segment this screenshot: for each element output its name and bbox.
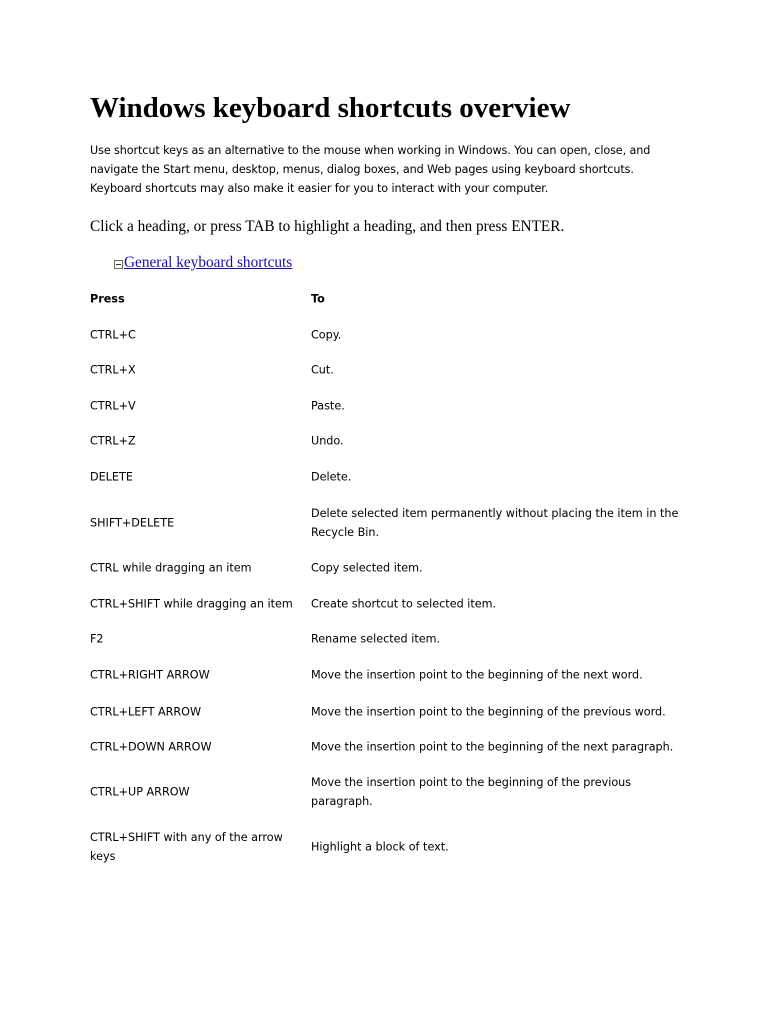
shortcut-key: CTRL+V [90,399,136,412]
shortcut-key: CTRL+C [90,328,136,341]
table-row [90,360,690,379]
shortcut-action: Delete selected item permanently without placing the item in the Recycle Bin. [311,507,679,539]
section-heading-link[interactable]: General keyboard shortcuts [124,254,293,271]
shortcut-key: CTRL+SHIFT with any of the arrow keys [90,831,283,863]
table-row [90,702,690,721]
shortcut-key: CTRL+SHIFT while dragging an item [90,597,293,610]
shortcut-action: Move the insertion point to the beginning of the next word. [311,668,643,681]
shortcut-action: Paste. [311,399,345,412]
shortcut-action: Copy. [311,328,342,341]
table-row [90,665,690,684]
table-row [90,467,690,486]
instruction-paragraph: Click a heading, or press TAB to highlight a heading, and then press ENTER. [90,218,565,235]
shortcut-key: CTRL+DOWN ARROW [90,740,212,753]
shortcut-action: Copy selected item. [311,561,423,574]
shortcut-key: CTRL+X [90,363,136,376]
shortcut-action: Rename selected item. [311,632,441,645]
page-title: Windows keyboard shortcuts overview [90,92,571,124]
shortcut-key: SHIFT+DELETE [90,516,175,530]
table-row [90,325,690,344]
shortcut-action: Move the insertion point to the beginning of the previous paragraph. [311,776,632,808]
shortcut-action: Highlight a block of text. [311,840,449,854]
table-row [90,594,690,613]
shortcut-key: F2 [90,632,104,645]
shortcut-key: CTRL+Z [90,434,136,447]
section-toggle-general[interactable] [114,253,292,273]
shortcut-action: Cut. [311,363,334,376]
shortcut-action: Move the insertion point to the beginning of the previous word. [311,705,666,718]
table-row [90,431,690,450]
collapse-minus-icon[interactable] [114,260,123,269]
table-row [90,504,690,542]
shortcut-action: Create shortcut to selected item. [311,597,497,610]
table-row [90,396,690,415]
column-header-press: Press [90,292,125,305]
shortcut-key: CTRL while dragging an item [90,561,252,574]
table-row [90,773,690,811]
shortcut-key: CTRL+RIGHT ARROW [90,668,210,681]
table-row [90,558,690,577]
shortcut-action: Delete. [311,470,352,483]
table-row [90,737,690,756]
column-header-to: To [311,292,325,305]
shortcut-key: DELETE [90,470,133,483]
table-row [90,629,690,648]
table-header-row [90,289,690,308]
table-row [90,828,690,866]
shortcut-action: Undo. [311,434,344,447]
shortcut-key: CTRL+LEFT ARROW [90,705,202,718]
shortcut-key: CTRL+UP ARROW [90,785,190,799]
shortcut-action: Move the insertion point to the beginning of the next paragraph. [311,740,674,753]
intro-paragraph: Use shortcut keys as an alternative to the mouse when working in Windows. You can open, close, and navigate the Start menu, desktop, menus, dialog boxes, and Web pages using keyboard shortcuts. Keyboard shortcuts may also make it easier for you to interact with your computer. [90,144,651,195]
